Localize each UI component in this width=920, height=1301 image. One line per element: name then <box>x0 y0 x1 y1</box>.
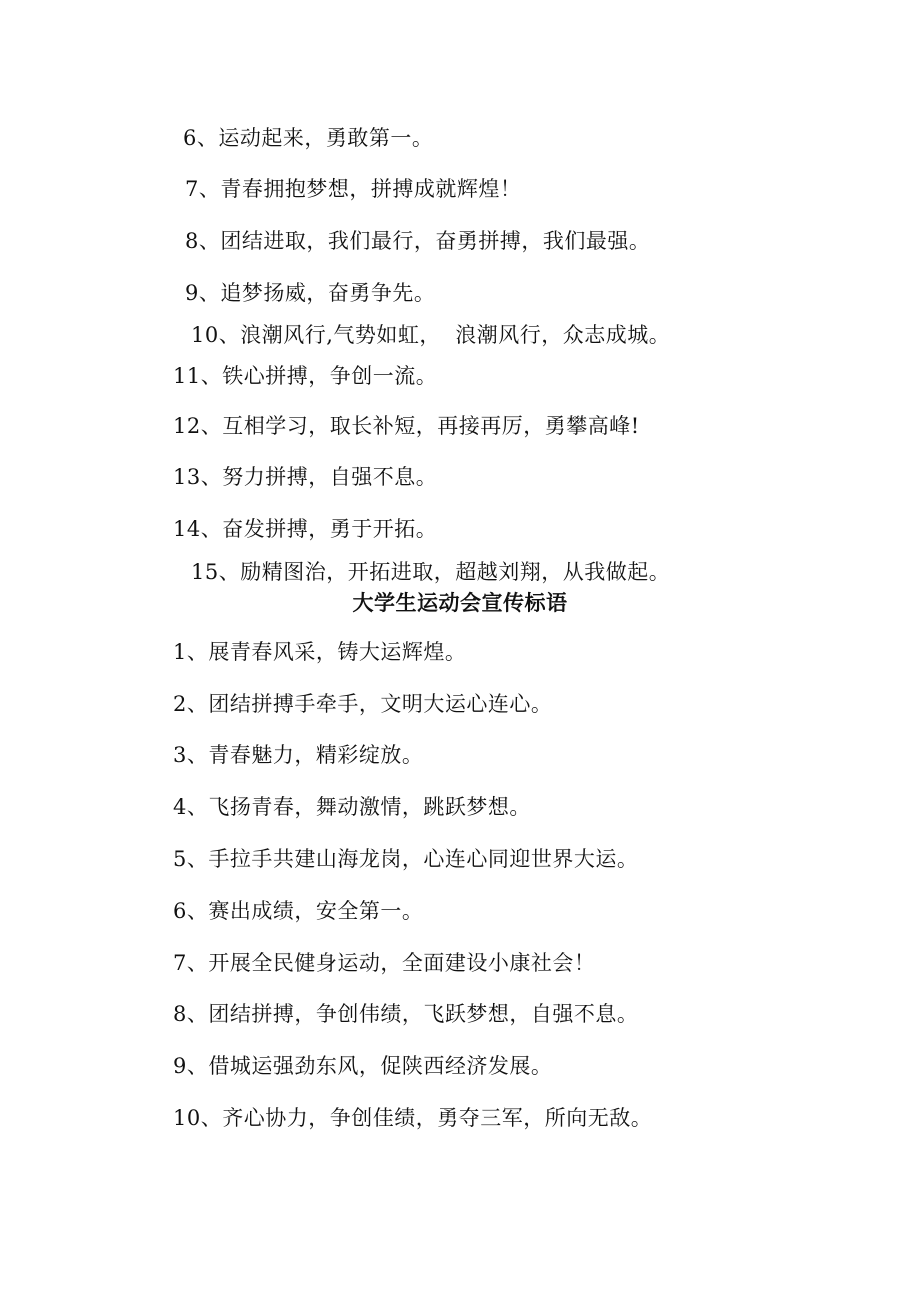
list-item: 1、展青春风采，铸大运辉煌。 <box>173 640 467 664</box>
list-item: 10、齐心协力，争创佳绩，勇夺三军，所向无敌。 <box>173 1106 653 1130</box>
list-item: 8、团结进取，我们最行，奋勇拼搏，我们最强。 <box>185 229 651 253</box>
list-item: 9、借城运强劲东风，促陕西经济发展。 <box>173 1054 553 1078</box>
list-item: 6、赛出成绩，安全第一。 <box>173 899 424 923</box>
list-item: 15、励精图治，开拓进取，超越刘翔，从我做起。 <box>191 560 671 584</box>
list-item: 11、铁心拼搏，争创一流。 <box>173 364 438 388</box>
list-item: 5、手拉手共建山海龙岗，心连心同迎世界大运。 <box>173 847 639 871</box>
section-title: 大学生运动会宣传标语 <box>352 591 568 615</box>
list-item: 7、青春拥抱梦想，拼搏成就辉煌！ <box>185 177 522 201</box>
list-item: 10、浪潮风行,气势如虹， 浪潮风行，众志成城。 <box>191 323 671 347</box>
list-item: 12、互相学习，取长补短，再接再厉，勇攀高峰! <box>173 414 640 438</box>
list-item: 3、青春魅力，精彩绽放。 <box>173 743 424 767</box>
list-item: 7、开展全民健身运动，全面建设小康社会！ <box>173 951 596 975</box>
list-item: 4、飞扬青春，舞动激情，跳跃梦想。 <box>173 795 531 819</box>
list-item: 2、团结拼搏手牵手，文明大运心连心。 <box>173 692 553 716</box>
list-item: 9、追梦扬威，奋勇争先。 <box>185 281 436 305</box>
list-item: 8、团结拼搏，争创伟绩，飞跃梦想，自强不息。 <box>173 1002 639 1026</box>
list-item: 6、运动起来，勇敢第一。 <box>183 126 434 150</box>
list-item: 14、奋发拼搏，勇于开拓。 <box>173 517 438 541</box>
list-item: 13、努力拼搏，自强不息。 <box>173 465 438 489</box>
